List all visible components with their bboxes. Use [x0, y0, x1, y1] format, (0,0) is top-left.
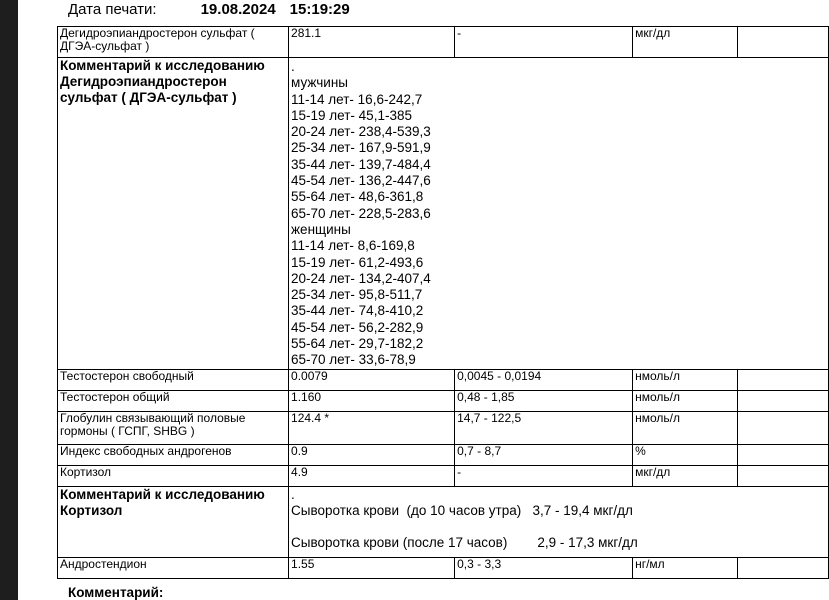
test-result: 1.160	[289, 390, 455, 411]
test-flag	[737, 444, 828, 465]
test-result: 124.4 *	[289, 411, 455, 444]
test-reference: 0,7 - 8,7	[455, 444, 633, 465]
comment-line: 35-44 лет- 74,8-410,2	[291, 303, 424, 319]
test-unit: мкг/дл	[633, 465, 738, 486]
table-row	[58, 444, 829, 465]
comment-line: 65-70 лет- 33,6-78,9	[291, 352, 416, 368]
test-flag	[737, 557, 828, 578]
test-unit: мкг/дл	[633, 27, 738, 58]
comment-line: 55-64 лет- 48,6-361,8	[291, 189, 424, 205]
print-time-value: 15:19:29	[289, 1, 350, 18]
dhea-comment-title	[58, 58, 289, 370]
table-row	[58, 369, 829, 390]
comment-line: 45-54 лет- 56,2-282,9	[291, 319, 424, 335]
test-name: Кортизол	[58, 465, 289, 486]
print-date-line	[68, 1, 350, 19]
test-flag	[737, 369, 828, 390]
test-result: 0.9	[289, 444, 455, 465]
footer-comment-label: Комментарий:	[68, 585, 164, 600]
test-flag	[737, 27, 828, 58]
test-result: 4.9	[289, 465, 455, 486]
test-unit: %	[633, 444, 738, 465]
test-result: 1.55	[289, 557, 455, 578]
comment-row	[58, 58, 829, 370]
dhea-comment-lines	[291, 58, 826, 369]
cortisol-comment-title-text: Комментарий к исследованию Кортизол	[60, 486, 265, 518]
comment-line: 11-14 лет- 16,6-242,7	[291, 91, 423, 107]
comment-line: 20-24 лет- 238,4-539,3	[291, 124, 431, 140]
test-unit: нмоль/л	[633, 390, 738, 411]
test-name: Дегидроэпиандростерон сульфат ( ДГЭА-сульфат )	[58, 27, 289, 58]
comment-line: 35-44 лет- 139,7-484,4	[291, 156, 431, 172]
test-reference: 14,7 - 122,5	[455, 411, 633, 444]
cortisol-comment-body	[289, 486, 829, 557]
test-unit: нмоль/л	[633, 369, 738, 390]
test-name: Тестостерон общий	[58, 390, 289, 411]
comment-line: 25-34 лет- 95,8-511,7	[291, 287, 423, 303]
comment-line: 45-54 лет- 136,2-447,6	[291, 173, 431, 189]
test-result: 281.1	[289, 27, 455, 58]
comment-line: 20-24 лет- 134,2-407,4	[291, 270, 431, 286]
test-reference: 0,0045 - 0,0194	[455, 369, 633, 390]
test-flag	[737, 390, 828, 411]
test-name: Индекс свободных андрогенов	[58, 444, 289, 465]
test-reference: -	[455, 27, 633, 58]
table-row	[58, 411, 829, 444]
test-unit: нмоль/л	[633, 411, 738, 444]
comment-line: 11-14 лет- 8,6-169,8	[291, 238, 415, 254]
test-flag	[737, 411, 828, 444]
comment-line: Сыворотка крови (после 17 часов) 2,9 - 17,3 мкг/дл	[291, 534, 638, 550]
comment-line: 55-64 лет- 29,7-182,2	[291, 336, 424, 352]
test-flag	[737, 465, 828, 486]
comment-line: женщины	[291, 221, 351, 237]
dhea-comment-body	[289, 58, 829, 370]
comment-line: 15-19 лет- 45,1-385	[291, 107, 412, 123]
dhea-comment-title-text: Комментарий к исследованию Дегидроэпиандростерон сульфат ( ДГЭА-сульфат )	[60, 58, 265, 105]
print-date-label: Дата печати:	[68, 1, 157, 18]
comment-line: Сыворотка крови (до 10 часов утра) 3,7 - 19,4 мкг/дл	[291, 502, 633, 518]
test-unit: нг/мл	[633, 557, 738, 578]
table-row	[58, 557, 829, 578]
scan-edge-shadow	[0, 0, 18, 600]
test-reference: 0,48 - 1,85	[455, 390, 633, 411]
results-table	[57, 26, 829, 579]
cortisol-comment-title	[58, 486, 289, 557]
comment-line: 65-70 лет- 228,5-283,6	[291, 205, 431, 221]
test-name: Тестостерон свободный	[58, 369, 289, 390]
table-row	[58, 27, 829, 58]
comment-row	[58, 486, 829, 557]
test-reference: -	[455, 465, 633, 486]
test-name: Андростендион	[58, 557, 289, 578]
table-row	[58, 390, 829, 411]
comment-line: .	[291, 486, 295, 502]
comment-line: мужчины	[291, 75, 348, 91]
test-result: 0.0079	[289, 369, 455, 390]
comment-line: .	[291, 59, 295, 74]
comment-line: 15-19 лет- 61,2-493,6	[291, 254, 424, 270]
table-row	[58, 465, 829, 486]
print-date-value: 19.08.2024	[200, 1, 276, 18]
test-name: Глобулин связывающий половые гормоны ( ГСПГ, SHBG )	[58, 411, 289, 444]
comment-line: 25-34 лет- 167,9-591,9	[291, 140, 431, 156]
test-reference: 0,3 - 3,3	[455, 557, 633, 578]
